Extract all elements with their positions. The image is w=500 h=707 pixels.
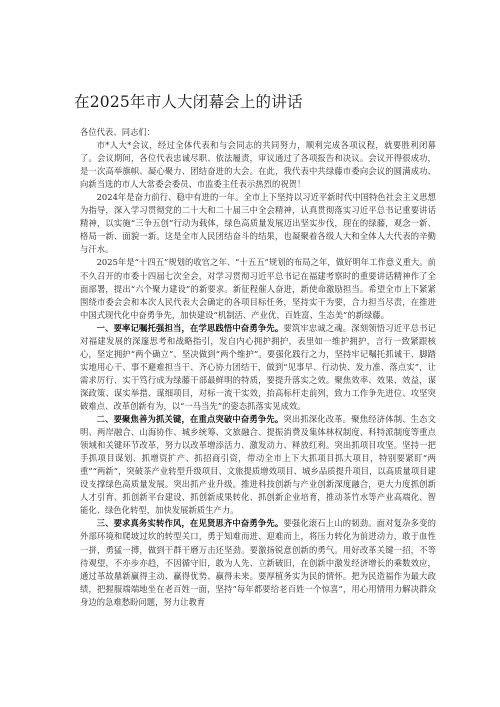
- section-paragraph-3: 三、要求真务实转作风，在见贤思齐中奋勇争先。要强化滚石上山的韧劲。面对复杂多变的外部环境和爬坡过坎的转型关口，勇于知难而进、迎难而上，将压力转化为前进动力，敢于血性一拼，勇猛一搏，做到干群干磨万击还坚劲。要激扬锐意创新的勇气。用好改革关键一招，不等待观望，不亦步亦趋，不因循守旧，敢为人先、立新破旧，在创新中激发经济增长的乘数效应，通过革故鼎新赢得主动、赢得优势、赢得未来。要厚植务实为民的情怀。把为民造福作为最大政绩，把握服端端地坐在老百姓一面，坚持“每年都要给老百姓一个惊喜”，用心用情用力解决群众身边的急难愁盼问题，努力让教育: [80, 518, 436, 607]
- salutation: 各位代表、同志们：: [80, 127, 156, 137]
- section-heading-1: 一、要率记嘱托强担当，在学思践悟中奋勇争先。: [96, 322, 284, 333]
- document-body: [80, 126, 436, 609]
- body-paragraph: 2024年是奋力前行、稳中有进的一年。全市上下坚持以习近平新时代中国特色社会主义思想为指导，深入学习贯彻党的二十大和二十届三中全会精神，认真贯彻落实习近平总书记重要讲话精神，以实施“三争五创”行动为载体，绿色高质量发展迈出坚实步伐，现在的绿藤，观念一新、格局一新、面貌一新。这是全市人民团结奋斗的结果，也凝聚着各级人大和全体人大代表的辛勤与汗水。: [80, 192, 436, 255]
- section-heading-2: 二、要聚焦善为抓关键，在重点突破中奋勇争先。: [96, 414, 284, 425]
- document-title: 在2025年市人大闭幕会上的讲话: [74, 93, 303, 111]
- section-heading-3: 三、要求真务实转作风，在见贤思齐中奋勇争先。: [96, 518, 284, 529]
- section-paragraph-2: 二、要聚焦善为抓关键，在重点突破中奋勇争先。突出抓深化改革。聚焦经济体制、生态文明、两岸融合、山海协作、城乡统筹、文旅融合、提振消费及集体林权制度、科特派制度等重点领域和关键环节改革，努力以改革增添活力、激发动力、释放红利。突出抓项目攻坚。坚持一把手抓项目谋划、抓增资扩产、抓招商引资，带动全市上下大抓项目抓大项目，特别要紧盯“两重”“两新”，突破茶产业转型升级项目、文旅提质增效项目、城乡品质提升项目，以高质量项目建设支撑绿色高质量发展。突出抓产业升级。推进科技创新与产业创新深度融合，更大力度抓创新人才引育、抓创新平台建设、抓创新成果转化、抓创新企业培育，推动茶竹水等产业高端化、智能化、绿色化转型，加快发展新质生产力。: [80, 414, 436, 516]
- body-paragraph: 市*人大*会议，经过全体代表和与会同志的共同努力，顺利完成各项议程，就要胜利闭幕了。会议期间，各位代表忠诚尽职、依法履责，审议通过了各项报告和决议。会议开得很成功，是一次高举旗帜、凝心聚力、团结奋进的大会。在此，我代表中共绿藤市委向会议的圆满成功、向新当选的市人大常委会委员、市监委主任表示热烈的祝贺！: [80, 140, 436, 190]
- body-paragraph: 2025年是“十四五”规划的收官之年、“十五五”规划的布局之年，做好明年工作意义重大。前不久召开的市委十四届七次全会，对学习贯彻习近平总书记在福建考察时的重要讲话精神作了全面部署，提出“六个聚力建设”的新要求。新征程催人奋进，新使命激励担当。希望全市上下紧紧围绕市委会会和本次人民代表大会确定的各项目标任务，坚持实干为要，合力担当尽责，在推进中国式现代化中奋勇争先，加快建设“机制活、产业优、百姓富、生态美”的新绿藤。: [80, 257, 436, 320]
- section-paragraph-1: 一、要率记嘱托强担当，在学思践悟中奋勇争先。要筑牢忠诚之魂。深刻领悟习近平总书记对福建发展的深邃思考和战略指引，发自内心拥护拥护，表里如一维护拥护，言行一致紧跟核心，坚定拥护“两个确立”、坚决做到“两个维护”。要强化践行之力，坚持牢记嘱托抓诚干、脚踏实地用心干、事不避难担当干、齐心协力团结干，做到“见事早、行动快、发力准、落点实”，让需求厉行、实干笃行成为绿藤干部最鲜明的特质，要提升落实之效。聚焦效率、效果、效益，谋深政策、谋实举措、谋细项目，对标一流干实效，抬高标杆走前列，致力工作争先进位、攻坚突破难点、改革创新有为，以“一马当先”的姿态抓落实见成效。: [80, 322, 436, 411]
